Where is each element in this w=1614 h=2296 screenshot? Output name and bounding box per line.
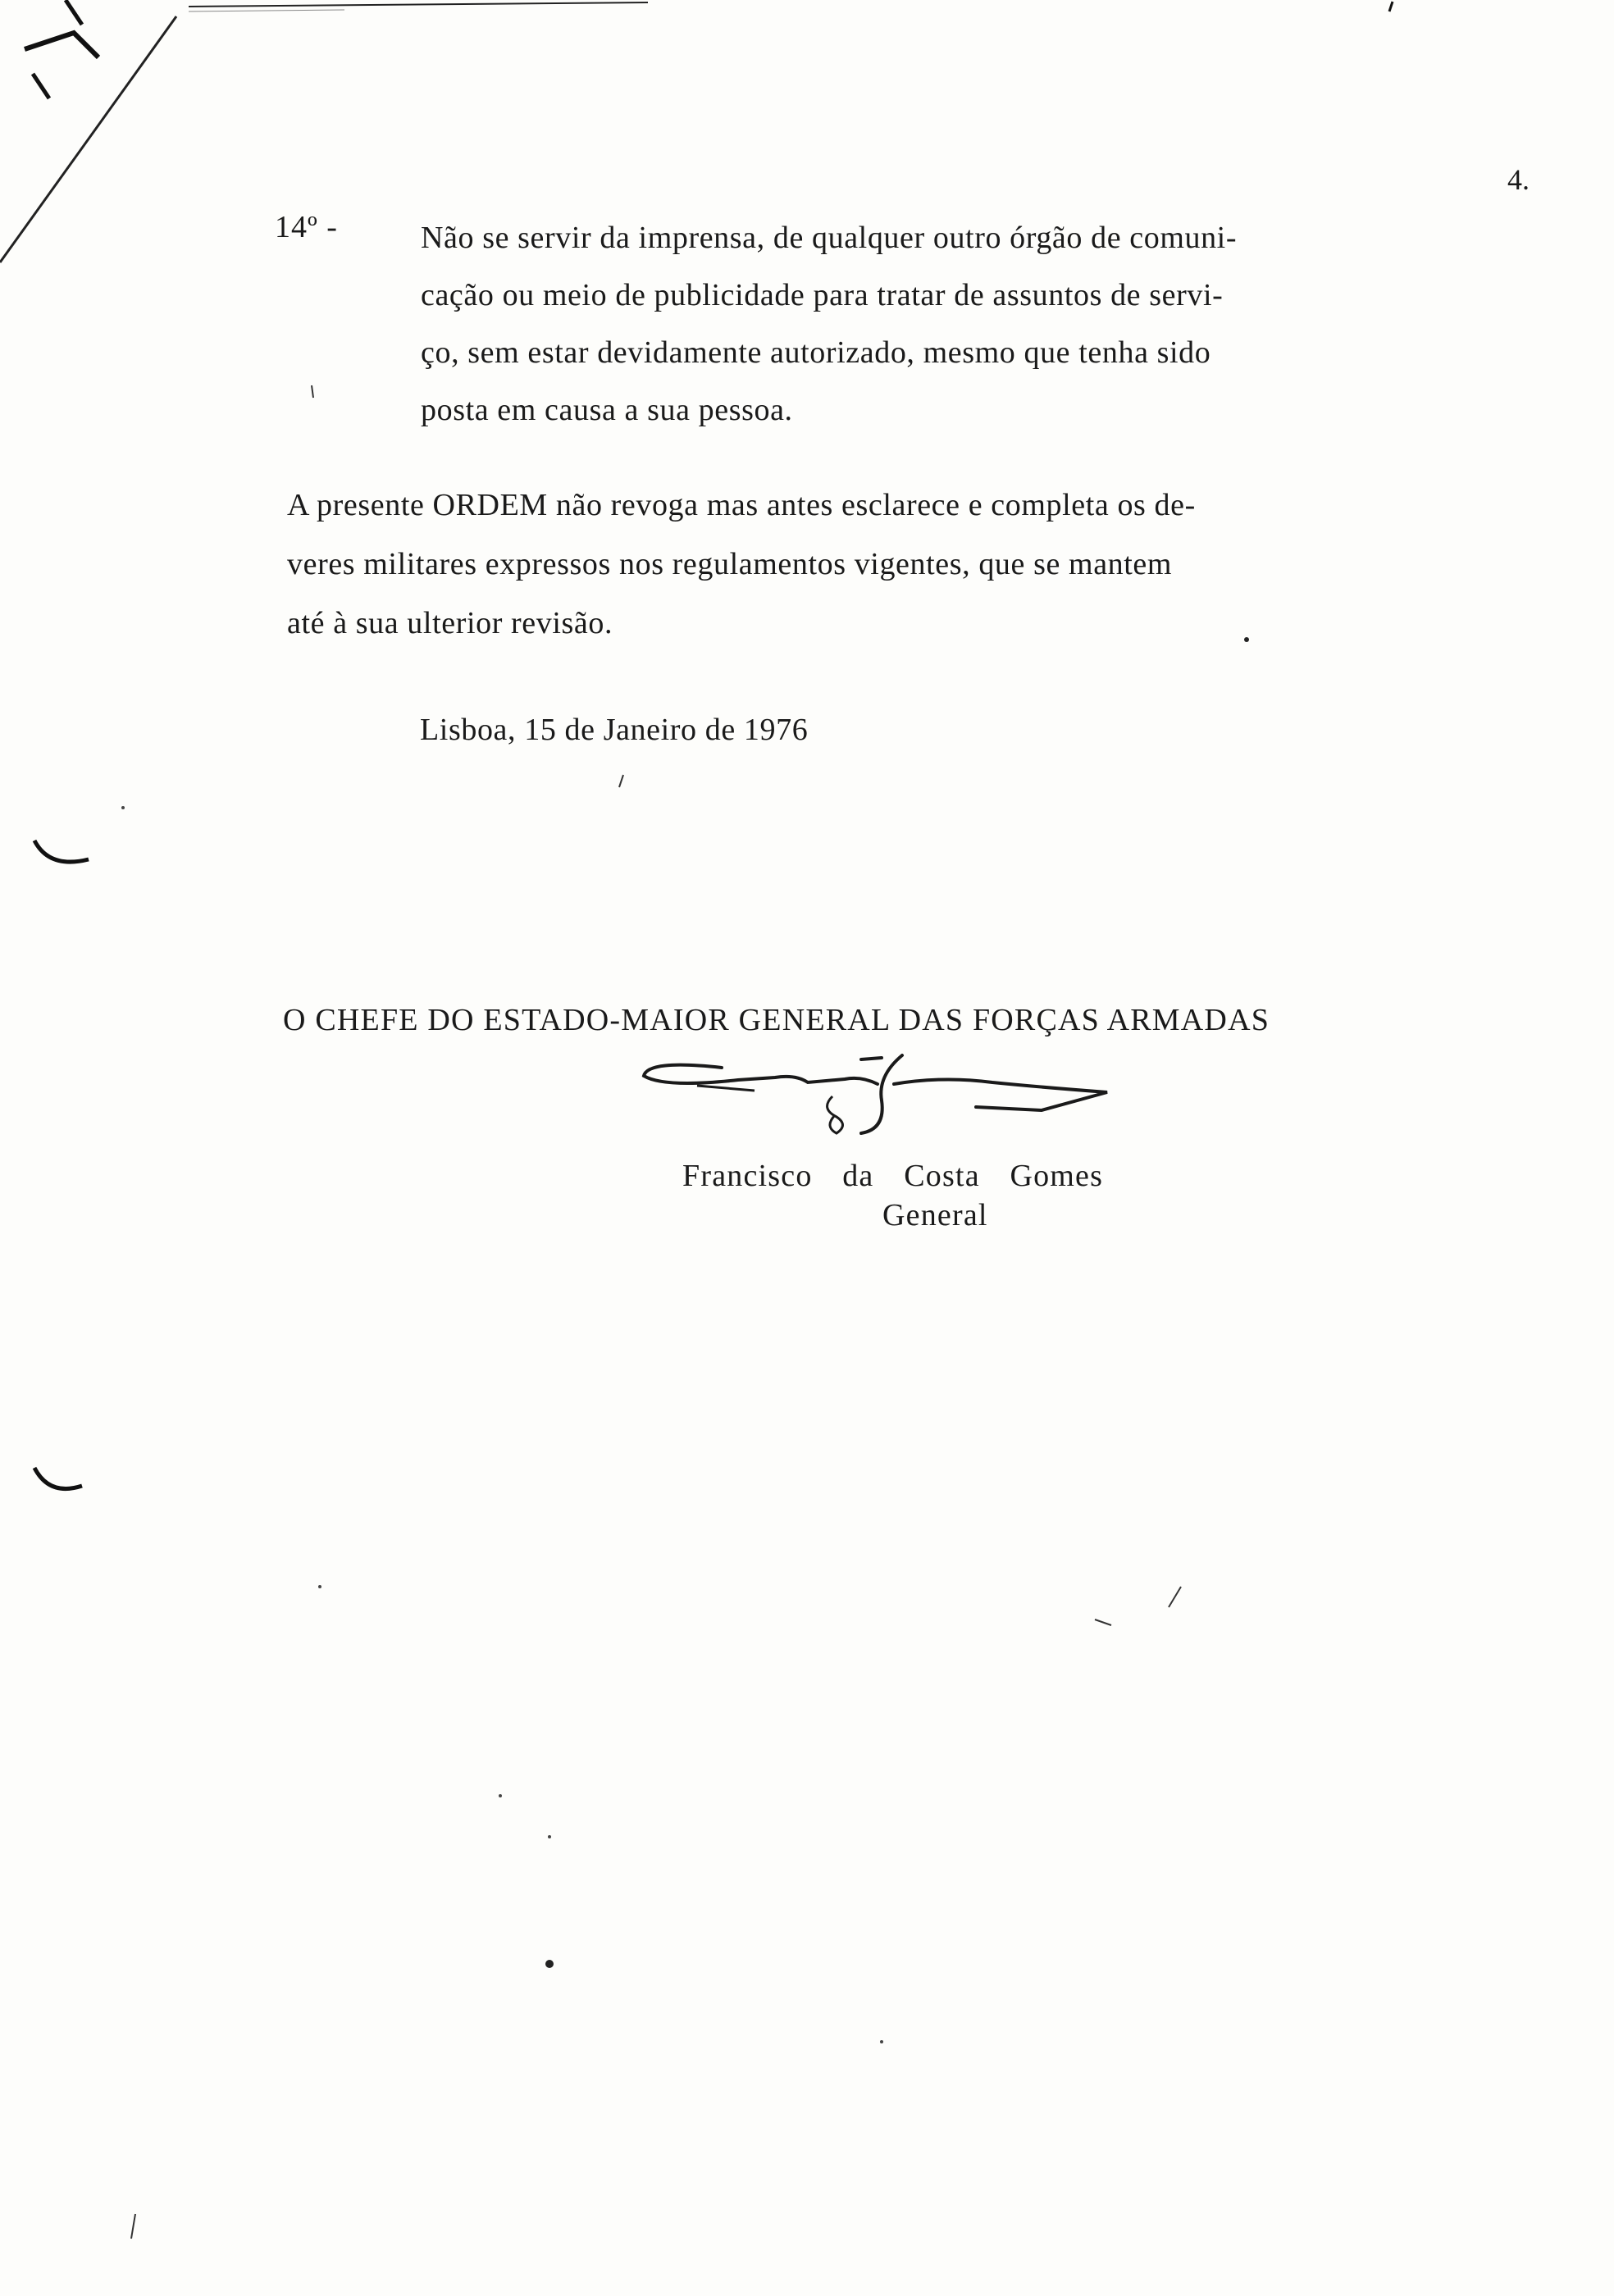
item-line: posta em causa a sua pessoa. [421,393,793,427]
signer-name: Francisco da Costa Gomes [682,1159,1104,1193]
handwritten-signature [631,1051,1124,1141]
place-date: Lisboa, 15 de Janeiro de 1976 [420,713,809,747]
paragraph-line: até à sua ulterior revisão. [287,606,613,640]
item-line: ço, sem estar devidamente autorizado, mesmo que tenha sido [421,335,1211,370]
signatory-title: O CHEFE DO ESTADO-MAIOR GENERAL DAS FORÇAS ARMADAS [283,1003,1270,1037]
item-text [421,209,1520,439]
page-number: 4. [1507,163,1530,196]
item-line: Não se servir da imprensa, de qualquer outro órgão de comuni- [421,221,1238,255]
paragraph-line: veres militares expressos nos regulamentos vigentes, que se mantem [287,547,1173,581]
item-line: cação ou meio de publicidade para tratar de assuntos de servi- [421,278,1224,312]
paragraph-line: A presente ORDEM não revoga mas antes esclarece e completa os de- [287,488,1196,522]
closing-paragraph [287,476,1525,653]
item-number: 14º - [275,210,338,244]
signer-rank: General [882,1198,988,1232]
